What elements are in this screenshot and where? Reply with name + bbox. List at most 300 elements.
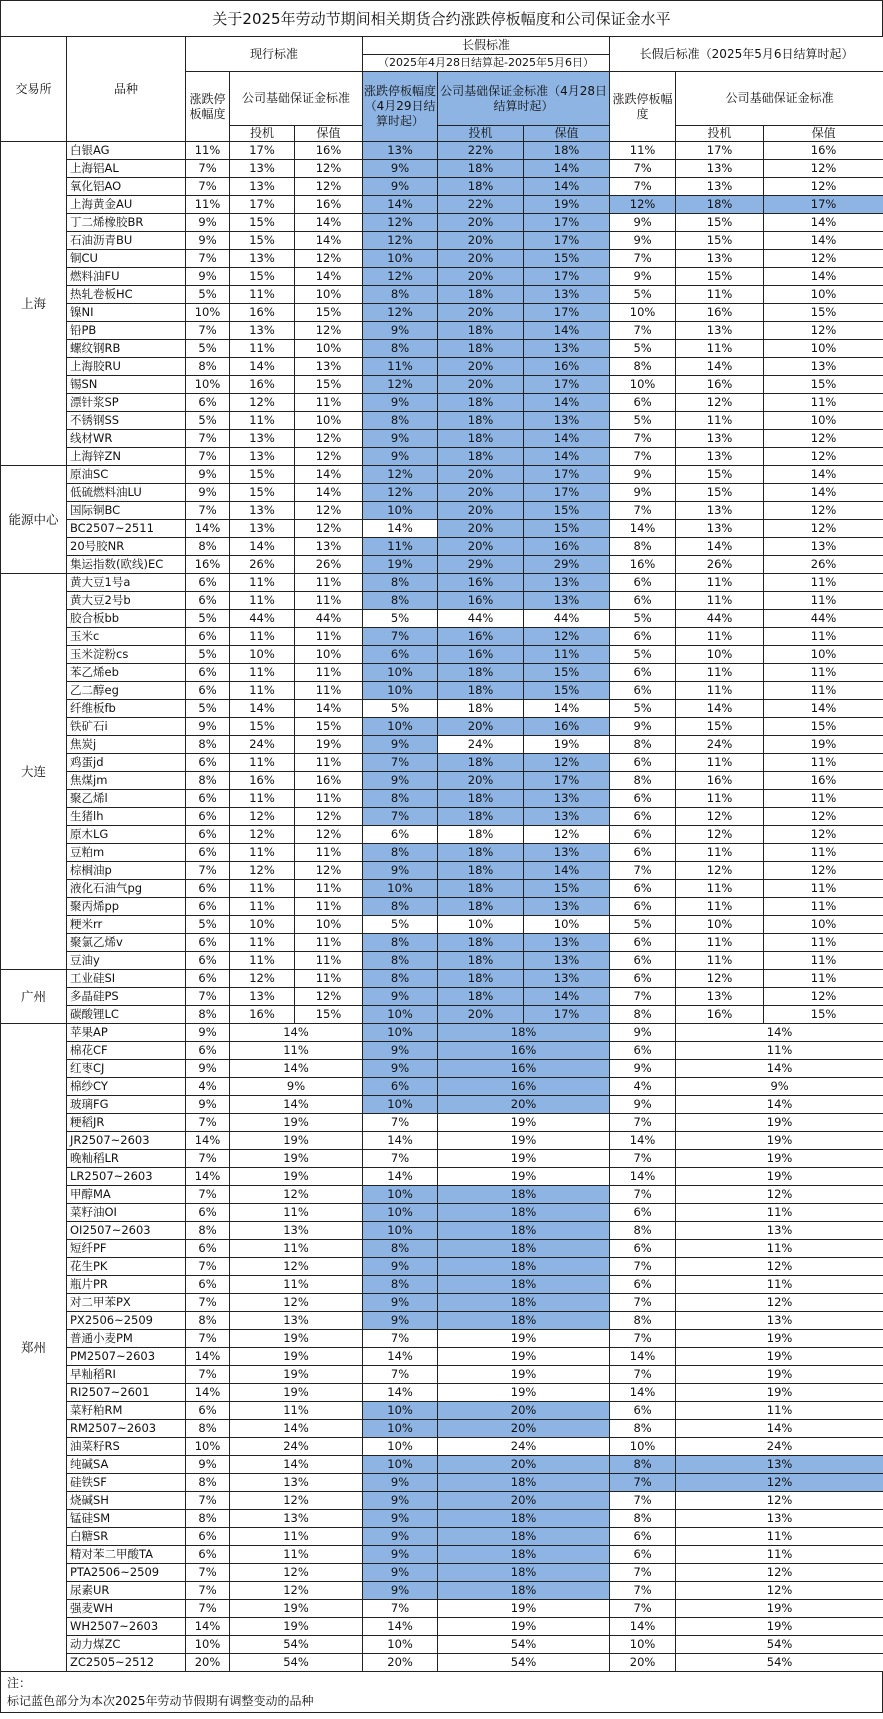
table-row	[1, 718, 883, 736]
value-cell: 44%	[764, 610, 883, 628]
value-cell: 20%	[363, 1654, 438, 1672]
value-cell: 13%	[295, 538, 363, 556]
value-cell: 7%	[186, 322, 230, 340]
value-cell: 14%	[610, 1384, 676, 1402]
value-cell: 11%	[764, 898, 883, 916]
value-cell: 14%	[610, 520, 676, 538]
value-cell: 11%	[230, 682, 295, 700]
value-cell: 6%	[186, 880, 230, 898]
value-cell: 12%	[363, 484, 438, 502]
value-cell: 14%	[295, 214, 363, 232]
value-cell: 11%	[610, 142, 676, 160]
table-row	[1, 682, 883, 700]
variety-cell: 苯乙烯eb	[67, 664, 186, 682]
value-cell: 11%	[230, 1042, 363, 1060]
value-cell: 9%	[186, 484, 230, 502]
value-cell: 12%	[676, 1294, 883, 1312]
value-cell: 19%	[438, 1348, 610, 1366]
value-cell: 18%	[438, 1312, 610, 1330]
table-row	[1, 556, 883, 574]
value-cell: 19%	[438, 1600, 610, 1618]
value-cell: 10%	[676, 646, 764, 664]
value-cell: 13%	[230, 1510, 363, 1528]
value-cell: 14%	[610, 1618, 676, 1636]
table-row	[1, 1222, 883, 1240]
value-cell: 8%	[363, 1276, 438, 1294]
value-cell: 13%	[676, 250, 764, 268]
value-cell: 13%	[524, 592, 610, 610]
footer-note-text: 标记蓝色部分为本次2025年劳动节假期有调整变动的品种	[7, 1694, 314, 1708]
value-cell: 11%	[764, 628, 883, 646]
value-cell: 20%	[438, 538, 524, 556]
table-row	[1, 1492, 883, 1510]
value-cell: 19%	[676, 1150, 883, 1168]
value-cell: 14%	[610, 1132, 676, 1150]
value-cell: 13%	[230, 430, 295, 448]
value-cell: 9%	[610, 268, 676, 286]
variety-cell: 焦炭j	[67, 736, 186, 754]
value-cell: 12%	[295, 250, 363, 268]
value-cell: 12%	[524, 628, 610, 646]
value-cell: 20%	[438, 520, 524, 538]
value-cell: 8%	[363, 412, 438, 430]
value-cell: 6%	[186, 826, 230, 844]
value-cell: 11%	[676, 844, 764, 862]
variety-cell: 铜CU	[67, 250, 186, 268]
value-cell: 11%	[295, 952, 363, 970]
value-cell: 7%	[186, 1582, 230, 1600]
table-row	[1, 1582, 883, 1600]
value-cell: 7%	[186, 988, 230, 1006]
variety-cell: 鸡蛋jd	[67, 754, 186, 772]
table-row	[1, 1384, 883, 1402]
value-cell: 18%	[438, 412, 524, 430]
value-cell: 18%	[438, 664, 524, 682]
value-cell: 26%	[676, 556, 764, 574]
value-cell: 14%	[676, 1420, 883, 1438]
table-row	[1, 232, 883, 250]
table-row	[1, 898, 883, 916]
variety-cell: PM2507~2603	[67, 1348, 186, 1366]
table-row	[1, 664, 883, 682]
value-cell: 17%	[524, 1006, 610, 1024]
value-cell: 11%	[524, 646, 610, 664]
value-cell: 7%	[186, 1492, 230, 1510]
value-cell: 7%	[363, 1366, 438, 1384]
value-cell: 18%	[438, 1024, 610, 1042]
value-cell: 6%	[186, 1240, 230, 1258]
value-cell: 12%	[295, 430, 363, 448]
value-cell: 16%	[438, 646, 524, 664]
value-cell: 12%	[764, 250, 883, 268]
variety-cell: 漂针浆SP	[67, 394, 186, 412]
variety-cell: 国际铜BC	[67, 502, 186, 520]
value-cell: 9%	[363, 448, 438, 466]
value-cell: 18%	[438, 952, 524, 970]
value-cell: 13%	[676, 322, 764, 340]
value-cell: 12%	[676, 1474, 883, 1492]
table-row	[1, 1294, 883, 1312]
value-cell: 7%	[186, 1114, 230, 1132]
value-cell: 6%	[610, 1546, 676, 1564]
value-cell: 26%	[295, 556, 363, 574]
value-cell: 13%	[676, 502, 764, 520]
value-cell: 8%	[186, 358, 230, 376]
value-cell: 18%	[438, 862, 524, 880]
value-cell: 18%	[438, 394, 524, 412]
value-cell: 10%	[363, 1420, 438, 1438]
value-cell: 6%	[186, 790, 230, 808]
value-cell: 8%	[610, 1456, 676, 1474]
value-cell: 10%	[363, 1024, 438, 1042]
value-cell: 14%	[676, 358, 764, 376]
table-row	[1, 736, 883, 754]
value-cell: 10%	[363, 1636, 438, 1654]
value-cell: 14%	[186, 1384, 230, 1402]
variety-cell: 菜籽粕RM	[67, 1402, 186, 1420]
value-cell: 11%	[230, 592, 295, 610]
value-cell: 20%	[438, 502, 524, 520]
value-cell: 13%	[524, 952, 610, 970]
header-after-hedge: 保值	[764, 126, 883, 142]
header-current-margin: 公司基础保证金标准	[230, 72, 363, 126]
value-cell: 18%	[438, 1528, 610, 1546]
value-cell: 18%	[438, 754, 524, 772]
table-row	[1, 1366, 883, 1384]
value-cell: 7%	[186, 1564, 230, 1582]
value-cell: 9%	[363, 1546, 438, 1564]
value-cell: 18%	[438, 934, 524, 952]
variety-cell: 瓶片PR	[67, 1276, 186, 1294]
value-cell: 10%	[363, 1402, 438, 1420]
table-row	[1, 1456, 883, 1474]
value-cell: 18%	[438, 340, 524, 358]
value-cell: 10%	[363, 1204, 438, 1222]
value-cell: 10%	[764, 340, 883, 358]
value-cell: 8%	[610, 538, 676, 556]
value-cell: 9%	[363, 1294, 438, 1312]
value-cell: 18%	[438, 1582, 610, 1600]
value-cell: 7%	[186, 1258, 230, 1276]
value-cell: 7%	[610, 988, 676, 1006]
value-cell: 19%	[230, 1348, 363, 1366]
value-cell: 11%	[230, 934, 295, 952]
value-cell: 12%	[363, 268, 438, 286]
value-cell: 22%	[438, 142, 524, 160]
variety-cell: 苹果AP	[67, 1024, 186, 1042]
value-cell: 14%	[186, 1168, 230, 1186]
value-cell: 14%	[676, 1060, 883, 1078]
value-cell: 26%	[764, 556, 883, 574]
value-cell: 15%	[295, 1006, 363, 1024]
value-cell: 6%	[186, 592, 230, 610]
table-row	[1, 412, 883, 430]
value-cell: 4%	[610, 1078, 676, 1096]
value-cell: 6%	[610, 664, 676, 682]
table-row	[1, 1474, 883, 1492]
value-cell: 19%	[438, 1114, 610, 1132]
header-holiday: 长假标准	[363, 37, 610, 55]
value-cell: 29%	[438, 556, 524, 574]
value-cell: 10%	[764, 916, 883, 934]
value-cell: 11%	[230, 1528, 363, 1546]
value-cell: 19%	[676, 1600, 883, 1618]
header-after: 长假后标准（2025年5月6日结算时起）	[610, 37, 883, 72]
value-cell: 11%	[230, 664, 295, 682]
value-cell: 20%	[610, 1654, 676, 1672]
value-cell: 6%	[186, 1276, 230, 1294]
table-row	[1, 358, 883, 376]
value-cell: 9%	[363, 160, 438, 178]
value-cell: 13%	[230, 988, 295, 1006]
variety-cell: 动力煤ZC	[67, 1636, 186, 1654]
value-cell: 18%	[438, 880, 524, 898]
value-cell: 7%	[610, 322, 676, 340]
table-row	[1, 430, 883, 448]
value-cell: 14%	[764, 232, 883, 250]
value-cell: 7%	[363, 1150, 438, 1168]
value-cell: 12%	[363, 466, 438, 484]
table-row	[1, 160, 883, 178]
exchange-cell: 能源中心	[1, 466, 67, 574]
value-cell: 10%	[295, 340, 363, 358]
table-row	[1, 844, 883, 862]
value-cell: 5%	[610, 610, 676, 628]
value-cell: 10%	[610, 1438, 676, 1456]
table-row	[1, 970, 883, 988]
value-cell: 15%	[524, 682, 610, 700]
value-cell: 5%	[610, 916, 676, 934]
footer-note	[0, 1672, 883, 1713]
value-cell: 14%	[186, 1348, 230, 1366]
value-cell: 11%	[230, 1204, 363, 1222]
value-cell: 13%	[764, 358, 883, 376]
table-row	[1, 484, 883, 502]
value-cell: 16%	[676, 772, 764, 790]
value-cell: 6%	[610, 934, 676, 952]
value-cell: 9%	[363, 1492, 438, 1510]
value-cell: 11%	[295, 880, 363, 898]
variety-cell: 玻璃FG	[67, 1096, 186, 1114]
value-cell: 17%	[524, 232, 610, 250]
value-cell: 14%	[186, 1132, 230, 1150]
table-row	[1, 1114, 883, 1132]
value-cell: 7%	[186, 1150, 230, 1168]
table-row	[1, 1438, 883, 1456]
value-cell: 9%	[186, 1060, 230, 1078]
value-cell: 8%	[363, 844, 438, 862]
value-cell: 19%	[230, 1384, 363, 1402]
value-cell: 12%	[676, 1564, 883, 1582]
value-cell: 6%	[610, 970, 676, 988]
value-cell: 24%	[676, 736, 764, 754]
value-cell: 11%	[295, 754, 363, 772]
value-cell: 6%	[186, 1528, 230, 1546]
value-cell: 16%	[230, 772, 295, 790]
value-cell: 11%	[295, 628, 363, 646]
value-cell: 6%	[186, 970, 230, 988]
table-row	[1, 1600, 883, 1618]
value-cell: 16%	[438, 1078, 610, 1096]
value-cell: 9%	[610, 718, 676, 736]
value-cell: 11%	[676, 1546, 883, 1564]
value-cell: 17%	[524, 376, 610, 394]
value-cell: 8%	[610, 772, 676, 790]
value-cell: 19%	[438, 1132, 610, 1150]
header-holiday-limit: 涨跌停板幅度（4月29日结算时起）	[363, 72, 438, 142]
table-row	[1, 448, 883, 466]
value-cell: 13%	[363, 142, 438, 160]
value-cell: 9%	[363, 430, 438, 448]
variety-cell: 20号胶NR	[67, 538, 186, 556]
table-row	[1, 628, 883, 646]
table-row	[1, 1024, 883, 1042]
value-cell: 13%	[676, 520, 764, 538]
value-cell: 13%	[230, 178, 295, 196]
value-cell: 19%	[676, 1132, 883, 1150]
value-cell: 14%	[295, 268, 363, 286]
value-cell: 10%	[363, 1222, 438, 1240]
variety-cell: 纤维板fb	[67, 700, 186, 718]
value-cell: 14%	[764, 700, 883, 718]
value-cell: 10%	[610, 376, 676, 394]
value-cell: 7%	[186, 1366, 230, 1384]
value-cell: 26%	[230, 556, 295, 574]
value-cell: 11%	[764, 952, 883, 970]
table-row	[1, 772, 883, 790]
variety-cell: 液化石油气pg	[67, 880, 186, 898]
value-cell: 5%	[363, 916, 438, 934]
variety-cell: 玉米淀粉cs	[67, 646, 186, 664]
value-cell: 12%	[295, 826, 363, 844]
value-cell: 14%	[230, 1024, 363, 1042]
variety-cell: 热轧卷板HC	[67, 286, 186, 304]
value-cell: 6%	[363, 826, 438, 844]
value-cell: 14%	[610, 1168, 676, 1186]
variety-cell: 黄大豆1号a	[67, 574, 186, 592]
value-cell: 16%	[186, 556, 230, 574]
value-cell: 19%	[764, 736, 883, 754]
value-cell: 18%	[438, 322, 524, 340]
value-cell: 14%	[676, 700, 764, 718]
value-cell: 54%	[230, 1636, 363, 1654]
value-cell: 44%	[524, 610, 610, 628]
value-cell: 14%	[676, 538, 764, 556]
value-cell: 14%	[230, 700, 295, 718]
value-cell: 15%	[524, 502, 610, 520]
value-cell: 8%	[610, 358, 676, 376]
value-cell: 6%	[186, 844, 230, 862]
value-cell: 11%	[230, 574, 295, 592]
value-cell: 13%	[230, 1474, 363, 1492]
variety-cell: 生猪lh	[67, 808, 186, 826]
value-cell: 24%	[676, 1438, 883, 1456]
value-cell: 9%	[610, 1060, 676, 1078]
value-cell: 12%	[764, 178, 883, 196]
value-cell: 12%	[764, 448, 883, 466]
value-cell: 9%	[186, 1456, 230, 1474]
value-cell: 12%	[764, 160, 883, 178]
value-cell: 15%	[295, 304, 363, 322]
value-cell: 10%	[295, 646, 363, 664]
variety-cell: 乙二醇eg	[67, 682, 186, 700]
value-cell: 11%	[230, 952, 295, 970]
table-row	[1, 1276, 883, 1294]
value-cell: 7%	[610, 1186, 676, 1204]
variety-cell: 粳米rr	[67, 916, 186, 934]
value-cell: 19%	[676, 1348, 883, 1366]
value-cell: 13%	[524, 898, 610, 916]
value-cell: 16%	[764, 142, 883, 160]
value-cell: 12%	[230, 808, 295, 826]
value-cell: 6%	[610, 790, 676, 808]
value-cell: 9%	[363, 1312, 438, 1330]
header-holiday-hedge: 保值	[524, 126, 610, 142]
value-cell: 10%	[610, 1636, 676, 1654]
value-cell: 12%	[230, 1564, 363, 1582]
value-cell: 13%	[230, 1312, 363, 1330]
value-cell: 17%	[524, 214, 610, 232]
value-cell: 54%	[230, 1654, 363, 1672]
value-cell: 8%	[363, 952, 438, 970]
value-cell: 20%	[438, 1096, 610, 1114]
variety-cell: 原木LG	[67, 826, 186, 844]
value-cell: 18%	[438, 826, 524, 844]
value-cell: 12%	[764, 826, 883, 844]
variety-cell: 不锈钢SS	[67, 412, 186, 430]
value-cell: 10%	[363, 1006, 438, 1024]
value-cell: 12%	[230, 1258, 363, 1276]
table-row	[1, 754, 883, 772]
value-cell: 6%	[610, 1528, 676, 1546]
value-cell: 11%	[295, 898, 363, 916]
table-row	[1, 1402, 883, 1420]
value-cell: 6%	[186, 952, 230, 970]
variety-cell: 红枣CJ	[67, 1060, 186, 1078]
value-cell: 7%	[610, 250, 676, 268]
value-cell: 10%	[676, 916, 764, 934]
value-cell: 6%	[186, 754, 230, 772]
value-cell: 8%	[610, 736, 676, 754]
value-cell: 20%	[438, 718, 524, 736]
value-cell: 14%	[524, 430, 610, 448]
variety-cell: 精对苯二甲酸TA	[67, 1546, 186, 1564]
value-cell: 6%	[186, 934, 230, 952]
value-cell: 11%	[676, 574, 764, 592]
value-cell: 8%	[186, 772, 230, 790]
value-cell: 8%	[363, 898, 438, 916]
value-cell: 11%	[676, 1528, 883, 1546]
value-cell: 12%	[524, 754, 610, 772]
value-cell: 12%	[676, 970, 764, 988]
value-cell: 8%	[186, 1006, 230, 1024]
value-cell: 12%	[230, 862, 295, 880]
value-cell: 8%	[186, 1312, 230, 1330]
variety-cell: 多晶硅PS	[67, 988, 186, 1006]
value-cell: 18%	[438, 430, 524, 448]
value-cell: 18%	[438, 160, 524, 178]
value-cell: 11%	[363, 538, 438, 556]
table-row	[1, 1006, 883, 1024]
value-cell: 13%	[524, 934, 610, 952]
value-cell: 12%	[363, 232, 438, 250]
value-cell: 14%	[764, 466, 883, 484]
table-row	[1, 376, 883, 394]
value-cell: 10%	[363, 1186, 438, 1204]
variety-cell: 聚氯乙烯v	[67, 934, 186, 952]
value-cell: 6%	[610, 826, 676, 844]
value-cell: 12%	[230, 1294, 363, 1312]
